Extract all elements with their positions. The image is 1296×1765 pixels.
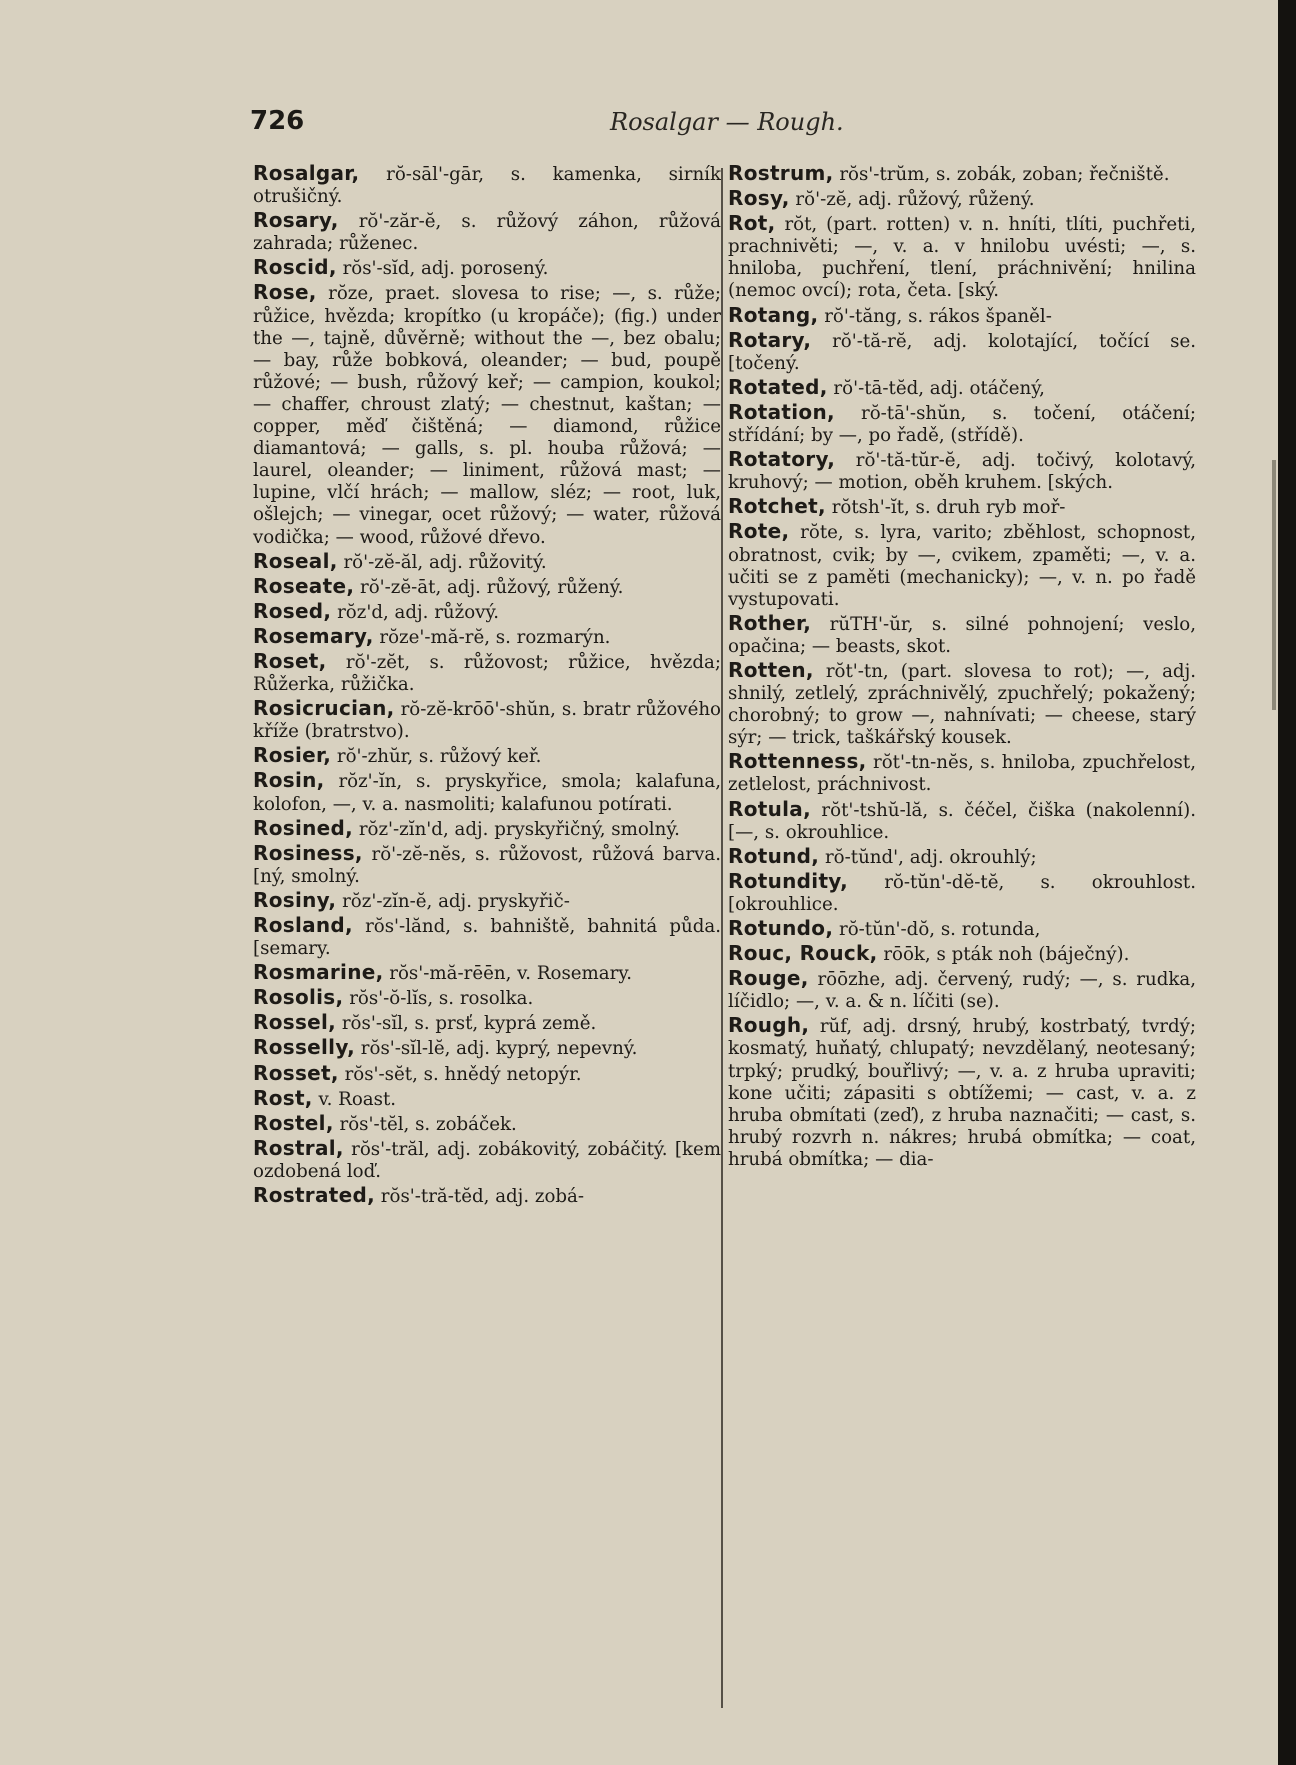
dictionary-entry (728, 448, 1196, 494)
entry-headword: Rostel, (253, 1110, 334, 1135)
entry-headword: Rosicrucian, (253, 696, 395, 721)
entry-headword: Rother, (728, 610, 812, 635)
dictionary-entry (728, 659, 1196, 749)
entry-headword: Roseal, (253, 548, 338, 573)
dictionary-entry (253, 1062, 721, 1086)
entry-definition: rŭf, adj. drsný, hrubý, kostrbatý, tvrdý; kosmatý, huňatý, chlupatý; nevzdělaný, neotesaný; trpký; prudký, bouřlivý; —, v. a. z hruba upraviti; kone učiti; zápasiti s obtížemi; — cast, v. a. z hruba obmítati (zeď), z hruba naznačiti; — cast, s. hrubý rozvrh n. nákres; hrubá obmítka; — coat, hrubá obmítka; — dia- (728, 1016, 1196, 1170)
entry-headword: Rosy, (728, 186, 790, 211)
entry-headword: Rose, (253, 280, 317, 305)
entry-headword: Rosier, (253, 743, 332, 768)
dictionary-entry (253, 842, 721, 888)
entry-definition: rŏze, praet. slovesa to rise; —, s. růže; růžice, hvězda; kropítko (u kropáče); (fig.) under the —, tajně, důvěrně; without the —, bez obalu; — bay, růže bobková, oleander; — bud, poupě růžové; — bush, růžový keř; — campion, koukol; — chaffer, chroust zlatý; — chestnut, kaštan; — copper, měď čištěná; — diamond, růžice diamantová; — galls, s. pl. houba růžová; — laurel, oleander; — liniment, růžová mast; — lupine, vlčí hrách; — mallow, sléz; — root, luk, ošlejch; — vinegar, ocet růžový; — water, růžová vodička; — wood, růžové dřevo. (253, 283, 721, 548)
dictionary-entry (728, 870, 1196, 916)
entry-headword: Rosined, (253, 815, 354, 840)
entry-definition: rŏs'-sĭd, adj. porosený. (336, 258, 549, 280)
entry-definition: rŏt'-tn-nĕs, s. hniloba, zpuchřelost, zetlelost, práchnivost. (728, 752, 1196, 796)
entry-definition: rŏs'-mă-rēēn, v. Rosemary. (383, 963, 632, 985)
entry-definition: rŏs'-sĕt, s. hnědý netopýr. (338, 1063, 582, 1085)
left-column (253, 162, 721, 1209)
entry-headword: Rosiness, (253, 840, 363, 865)
entry-headword: Rot, (728, 211, 776, 236)
entry-headword: Rostral, (253, 1135, 344, 1160)
entry-definition: rŏ'-zĕt, s. růžovost; růžice, hvězda; Růžerka, růžička. (253, 651, 721, 696)
entry-definition: rŏ'-zhŭr, s. růžový keř. (331, 746, 542, 768)
dictionary-entry (728, 162, 1196, 186)
entry-definition: rŏ'-tă-tŭr-ĕ, adj. točivý, kolotavý, kruhový; — motion, oběh kruhem. [ských. (728, 450, 1196, 494)
dictionary-entry (728, 304, 1196, 328)
entry-headword: Rotundity, (728, 868, 848, 893)
dictionary-entry (728, 612, 1196, 658)
entry-headword: Roset, (253, 648, 327, 673)
dictionary-entry (253, 550, 721, 574)
entry-definition: rŏ'-tăng, s. rákos španěl- (818, 305, 1052, 327)
entry-definition: rŏs'-trŭm, s. zobák, zoban; řečniště. (833, 164, 1170, 185)
entry-headword: Rosalgar, (253, 161, 360, 185)
entry-definition: rŏ-tā'-shŭn, s. točení, otáčení; střídání; by —, po řadě, (střídě). (728, 402, 1196, 447)
entry-headword: Rossel, (253, 1010, 337, 1035)
dictionary-entry (253, 1011, 721, 1035)
entry-headword: Rostrated, (253, 1183, 376, 1208)
dictionary-entry (253, 1137, 721, 1183)
entry-headword: Rosselly, (253, 1035, 356, 1060)
page-number: 726 (250, 106, 305, 136)
entry-definition: rŏ-tŭnd', adj. okrouhlý; (819, 846, 1037, 868)
page-header (250, 106, 1210, 146)
dictionary-entry (253, 650, 721, 696)
page-edge-shadow (1272, 460, 1276, 710)
entry-headword: Rotary, (728, 327, 812, 352)
dictionary-entry (253, 914, 721, 960)
dictionary-entry (253, 209, 721, 255)
dictionary-entry (253, 1112, 721, 1136)
entry-headword: Rotang, (728, 302, 819, 327)
dictionary-entry (253, 162, 721, 208)
entry-headword: Rosary, (253, 208, 339, 233)
right-column (728, 162, 1196, 1172)
dictionary-entry (253, 281, 721, 548)
entry-headword: Rouge, (728, 966, 809, 991)
dictionary-entry (728, 212, 1196, 302)
entry-definition: rŏs'-sĭl, s. prsť, kyprá země. (336, 1013, 597, 1035)
entry-definition: rŏt'-tshŭ-lă, s. čéčel, čiška (nakolenní). [—, s. okrouhlice. (728, 799, 1196, 843)
entry-definition: rŏ'-tā-tĕd, adj. otáčený, (827, 377, 1045, 399)
column-divider (721, 168, 723, 1708)
dictionary-entry (253, 600, 721, 624)
entry-definition: rōōk, s pták noh (báječný). (877, 944, 1130, 966)
dictionary-entry (728, 798, 1196, 844)
entry-headword: Rotation, (728, 399, 835, 424)
dictionary-entry (253, 256, 721, 280)
entry-headword: Rost, (253, 1085, 313, 1110)
entry-definition: rŏz'd, adj. růžový. (331, 601, 500, 623)
entry-definition: rŏ'-zĕ, adj. růžový, růžený. (789, 189, 1035, 211)
dictionary-entry (253, 1184, 721, 1208)
entry-headword: Rosed, (253, 598, 332, 623)
entry-definition: rŏt'-tn, (part. slovesa to rot); —, adj. shnilý, zetlelý, zpráchnivělý, zpuchřelý; pokažený; chorobný; to grow —, nahnívati; — cheese, starý sýr; — trick, taškářský kousek. (728, 660, 1196, 749)
entry-definition: rŏz'-zĭn-ĕ, adj. pryskyřič- (336, 890, 570, 912)
entry-definition: rŏtsh'-ĭt, s. druh ryb moř- (825, 497, 1066, 519)
entry-definition: v. Roast. (312, 1088, 397, 1110)
entry-definition: rŏze'-mă-rĕ, s. rozmarýn. (373, 626, 611, 648)
entry-headword: Rough, (728, 1013, 810, 1038)
entry-definition: rŏs'-sĭl-lĕ, adj. kyprý, nepevný. (355, 1038, 638, 1060)
dictionary-entry (253, 744, 721, 768)
entry-definition: rŏ-tŭn'-dĕ-tĕ, s. okrouhlost. [okrouhlice. (728, 871, 1196, 915)
entry-definition: rŏ'-zĕ-āt, adj. růžový, růžený. (354, 576, 624, 598)
dictionary-entry (728, 376, 1196, 400)
entry-headword: Roscid, (253, 255, 337, 280)
entry-definition: rŭTH'-ŭr, s. silné pohnojení; veslo, opačina; — beasts, skot. (728, 613, 1196, 657)
entry-headword: Rotatory, (728, 447, 836, 472)
dictionary-entry (728, 495, 1196, 519)
dictionary-entry (728, 942, 1196, 966)
book-edge (1278, 0, 1296, 1765)
entry-definition: rŏte, s. lyra, varito; zběhlost, schopnost, obratnost, cvik; by —, cvikem, zpaměti; —, v. a. učiti se z paměti (mechanicky); —, v. n. po řadě vystupovati. (728, 522, 1196, 610)
entry-definition: rŏz'-ĭn, s. pryskyřice, smola; kalafuna, kolofon, —, v. a. nasmoliti; kalafunou potírati. (253, 771, 721, 815)
dictionary-entry (253, 769, 721, 815)
entry-definition: rŏ-sāl'-gār, s. kamenka, sirník otrušičný. (253, 164, 721, 208)
entry-headword: Rosolis, (253, 985, 344, 1010)
entry-definition: rŏz'-zĭn'd, adj. pryskyřičný, smolný. (353, 818, 680, 840)
dictionary-entry (728, 750, 1196, 796)
entry-headword: Rosland, (253, 913, 353, 937)
dictionary-entry (728, 187, 1196, 211)
entry-definition: rŏt, (part. rotten) v. n. hníti, tlíti, puchřeti, prachnivěti; —, v. a. v hnilobu uvésti; —, s. hniloba, puchření, tlení, práchnivění; hnilina (nemoc ovcí); rota, četa. [ský. (728, 214, 1196, 302)
entry-definition: rŏs'-tĕl, s. zobáček. (333, 1113, 517, 1135)
entry-definition: rŏ-zĕ-krōō'-shŭn, s. bratr růžového kříže (bratrstvo). (253, 699, 721, 743)
entry-headword: Rostrum, (728, 161, 834, 185)
entry-definition: rŏ'-zĕ-ăl, adj. růžovitý. (337, 551, 547, 573)
entry-headword: Rotula, (728, 796, 811, 821)
entry-headword: Rosmarine, (253, 960, 384, 985)
dictionary-entry (728, 329, 1196, 375)
dictionary-entry (253, 817, 721, 841)
dictionary-entry (728, 845, 1196, 869)
entry-definition: rŏs'-trăl, adj. zobákovitý, zobáčitý. [kem ozdobená loď. (253, 1138, 721, 1182)
entry-headword: Rottenness, (728, 749, 867, 774)
running-head: Rosalgar — Rough. (610, 108, 844, 136)
entry-headword: Rotchet, (728, 494, 826, 519)
entry-definition: rŏs'-lănd, s. bahniště, bahnitá půda. [semary. (253, 916, 721, 960)
entry-headword: Rosemary, (253, 623, 374, 648)
entry-definition: rŏs'-tră-tĕd, adj. zobá- (375, 1186, 585, 1208)
entry-headword: Rouc, Rouck, (728, 941, 878, 966)
dictionary-entry (253, 986, 721, 1010)
entry-headword: Roseate, (253, 573, 355, 598)
entry-definition: rŏs'-ŏ-lĭs, s. rosolka. (343, 988, 534, 1010)
entry-definition: rŏ-tŭn'-dŏ, s. rotunda, (833, 919, 1041, 940)
dictionary-entry (728, 967, 1196, 1013)
dictionary-entry (728, 401, 1196, 447)
entry-headword: Rotundo, (728, 916, 834, 940)
dictionary-entry (253, 1087, 721, 1111)
dictionary-entry (728, 917, 1196, 941)
dictionary-entry (253, 1036, 721, 1060)
dictionary-entry (253, 889, 721, 913)
entry-headword: Rosin, (253, 768, 325, 793)
entry-headword: Rosiny, (253, 887, 337, 912)
entry-headword: Rotated, (728, 374, 828, 399)
dictionary-entry (253, 961, 721, 985)
dictionary-entry (253, 625, 721, 649)
entry-headword: Rotten, (728, 657, 814, 682)
entry-definition: rōōzhe, adj. červený, rudý; —, s. rudka, líčidlo; —, v. a. & n. líčiti (se). (728, 969, 1196, 1013)
dictionary-entry (253, 575, 721, 599)
entry-headword: Rotund, (728, 843, 820, 868)
entry-headword: Rote, (728, 519, 790, 544)
entry-definition: rŏ'-zĕ-nĕs, s. růžovost, růžová barva. [ný, smolný. (253, 843, 721, 887)
entry-definition: rŏ'-tă-rĕ, adj. kolotající, točící se. [točený. (728, 330, 1196, 374)
entry-definition: rŏ'-zăr-ĕ, s. růžový záhon, růžová zahrada; růženec. (253, 211, 721, 255)
dictionary-entry (253, 697, 721, 743)
entry-headword: Rosset, (253, 1060, 339, 1085)
dictionary-entry (728, 1014, 1196, 1171)
dictionary-entry (728, 520, 1196, 610)
